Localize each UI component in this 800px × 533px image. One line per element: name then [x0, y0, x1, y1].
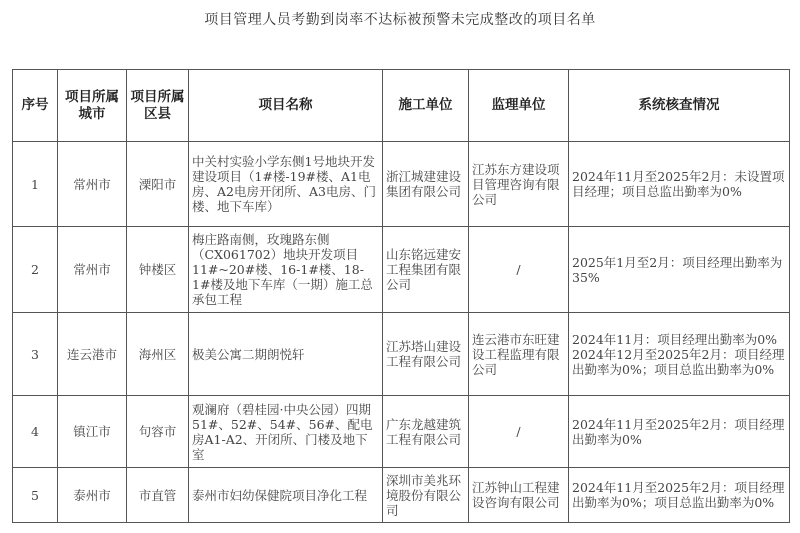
- page-title: 项目管理人员考勤到岗率不达标被预警未完成整改的项目名单: [204, 12, 596, 28]
- cell-district: 海州区: [127, 313, 189, 396]
- table-row: [13, 468, 790, 523]
- cell-check: 2024年11月至2025年2月：项目经理出勤率为0%；项目总监出勤率为0%: [569, 468, 790, 523]
- cell-city: 常州市: [58, 142, 127, 227]
- cell-seq: 1: [13, 142, 58, 227]
- cell-project: 梅庄路南侧，玫瑰路东侧（CX061702）地块开发项目11#~20#楼、16-1#楼、18-1#楼及地下车库（一期）施工总承包工程: [189, 227, 383, 313]
- cell-district: 钟楼区: [127, 227, 189, 313]
- cell-check: 2024年11月至2025年2月：项目经理出勤率为0%: [569, 396, 790, 468]
- cell-contractor: 山东铭远建安工程集团有限公司: [383, 227, 469, 313]
- header-contractor: 施工单位: [383, 70, 469, 142]
- cell-seq: 4: [13, 396, 58, 468]
- cell-contractor: 浙江城建建设集团有限公司: [383, 142, 469, 227]
- cell-supervisor: 江苏钟山工程建设咨询有限公司: [469, 468, 569, 523]
- header-project: 项目名称: [189, 70, 383, 142]
- table-row: [13, 313, 790, 396]
- cell-district: 溧阳市: [127, 142, 189, 227]
- cell-city: 常州市: [58, 227, 127, 313]
- cell-city: 连云港市: [58, 313, 127, 396]
- cell-district: 句容市: [127, 396, 189, 468]
- project-table: [12, 69, 790, 523]
- table-header-row: [13, 70, 790, 142]
- table-row: [13, 227, 790, 313]
- cell-contractor: 广东龙越建筑工程有限公司: [383, 396, 469, 468]
- table-row: [13, 142, 790, 227]
- cell-district: 市直管: [127, 468, 189, 523]
- cell-contractor: 深圳市美兆环境股份有限公司: [383, 468, 469, 523]
- cell-supervisor: /: [469, 396, 569, 468]
- cell-supervisor: /: [469, 227, 569, 313]
- cell-project: 中关村实验小学东侧1号地块开发建设项目（1#楼-19#楼、A1电房、A2电房开闭所、A3电房、门楼、地下车库）: [189, 142, 383, 227]
- header-seq: 序号: [13, 70, 58, 142]
- cell-seq: 2: [13, 227, 58, 313]
- cell-seq: 3: [13, 313, 58, 396]
- header-check: 系统核查情况: [569, 70, 790, 142]
- cell-city: 泰州市: [58, 468, 127, 523]
- table-row: [13, 396, 790, 468]
- header-supervisor: 监理单位: [469, 70, 569, 142]
- cell-project: 观澜府（碧桂园·中央公园）四期51#、52#、54#、56#、配电房A1-A2、开闭所、门楼及地下室: [189, 396, 383, 468]
- header-city: 项目所属城市: [58, 70, 127, 142]
- cell-supervisor: 连云港市东旺建设工程监理有限公司: [469, 313, 569, 396]
- cell-check: 2024年11月：项目经理出勤率为0% 2024年12月至2025年2月：项目经理出勤率为0%；项目总监出勤率为0%: [569, 313, 790, 396]
- cell-project: 泰州市妇幼保健院项目净化工程: [189, 468, 383, 523]
- cell-city: 镇江市: [58, 396, 127, 468]
- cell-project: 极美公寓二期朗悦轩: [189, 313, 383, 396]
- cell-supervisor: 江苏东方建设项目管理咨询有限公司: [469, 142, 569, 227]
- cell-check: 2025年1月至2月：项目经理出勤率为35%: [569, 227, 790, 313]
- cell-check: 2024年11月至2025年2月：未设置项目经理；项目总监出勤率为0%: [569, 142, 790, 227]
- cell-seq: 5: [13, 468, 58, 523]
- header-district: 项目所属区县: [127, 70, 189, 142]
- cell-contractor: 江苏塔山建设工程有限公司: [383, 313, 469, 396]
